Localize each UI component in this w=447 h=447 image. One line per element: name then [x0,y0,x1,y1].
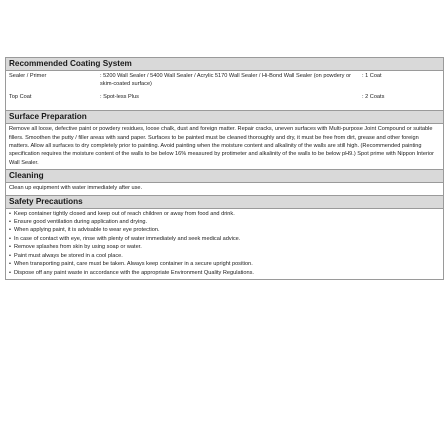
safety-precautions-body [6,209,443,279]
cleaning-section [6,170,443,195]
safety-list [9,210,440,277]
safety-precautions-section [6,196,443,280]
coating-row-qty: : 2 Coats [362,93,385,100]
cleaning-heading: Cleaning [6,170,443,183]
surface-preparation-text: Remove all loose, defective paint or powdery residues, loose chalk, dust and foreign matter. Repair cracks, uneven surfaces with Multi-purpose Joint Compound or suitable fillers. Smoothen the putty / filler areas with sand paper. Surfaces to be painted must be cleaned thoroughly and dry, it must be free from dirt, grease and other foreign matters. Allow all surfaces to dry completely prior to painting. Avoid painting when the moisture content and alkalinity of the walls are still high. (Recommended painting specification requires the moisture content of the walls to be below 16% measured by protimeter and alkalinity of the walls to be below pH9.) Spot prime with Nippon Interior Wall Sealer. [9,126,435,166]
surface-preparation-section [6,111,443,170]
safety-list-item: • Paint must always be stored in a cool place. [9,252,440,260]
safety-list-item: • Remove splashes from skin by using soap or water. [9,243,440,251]
row-spacer [9,101,440,108]
safety-list-item: • Dispose off any paint waste in accordance with the appropriate Environment Quality Regulations. [9,269,440,277]
surface-preparation-heading: Surface Preparation [6,111,443,124]
coating-system-section [6,58,443,111]
product-data-sheet [5,57,444,280]
coating-row-value: : 5200 Wall Sealer / 5400 Wall Sealer / Acrylic 5170 Wall Sealer / Hi-Bond Wall Sealer (on powdery or skim-coated surface) [100,73,351,88]
safety-list-item: • Ensure good ventilation during application and drying. [9,218,440,226]
safety-list-item: • When transporting paint, care must be taken. Always keep container in a secure upright position. [9,260,440,268]
coating-row-sealer [9,72,440,89]
coating-row-topcoat [9,93,440,101]
coating-system-heading: Recommended Coating System [6,58,443,71]
safety-list-item: • In case of contact with eye, rinse with plenty of water immediately and seek medical advice. [9,235,440,243]
coating-system-table [6,71,443,110]
coating-row-label: Top Coat [9,93,32,100]
coating-row-label: Sealer / Primer [9,73,47,79]
safety-list-item: • Keep container tightly closed and keep out of reach children or away from food and drink. [9,210,440,218]
safety-list-item: • When applying paint, it is advisable to wear eye protection. [9,226,440,234]
coating-row-value: : Spot-less Plus [100,93,139,100]
cleaning-text: Clean up equipment with water immediately after use. [9,185,143,192]
coating-row-qty: : 1 Coat [362,73,382,79]
safety-precautions-heading: Safety Precautions [6,196,443,209]
